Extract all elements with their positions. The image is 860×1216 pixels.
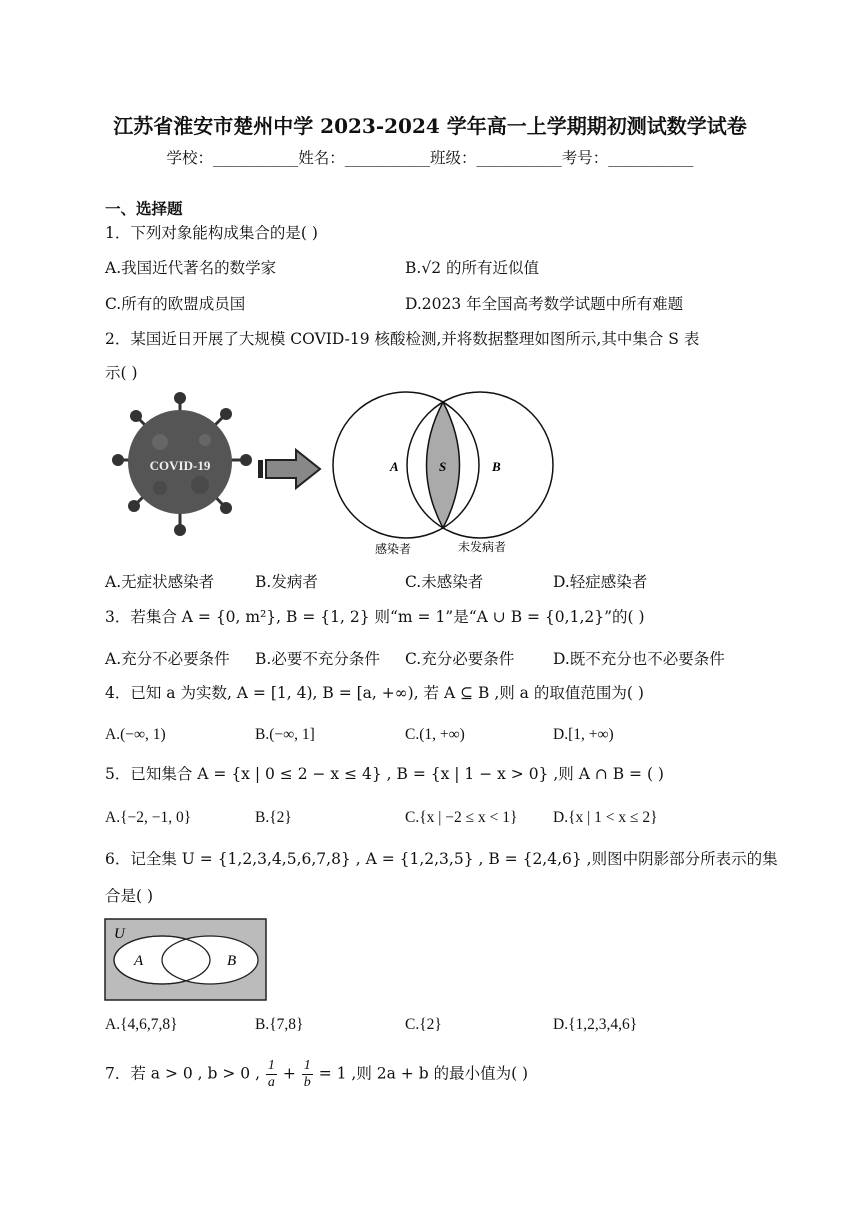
infected-label: 感染者 — [375, 542, 412, 556]
set-b-label: B — [492, 459, 501, 474]
question-1-stem: 1．下列对象能构成集合的是( ) — [105, 224, 318, 242]
q5-option-d: D.{x | 1 < x ≤ 2} — [553, 809, 658, 826]
arrow-icon — [258, 450, 320, 488]
set-s-label: S — [439, 459, 447, 474]
student-info-line: 学校：___________姓名：___________班级：___________考号：___________ — [166, 149, 694, 167]
venn-figure-q6 — [104, 918, 270, 1004]
q5-option-b: B.{2} — [255, 809, 292, 826]
q7-suffix: = 1 ,则 2a + b 的最小值为( ) — [318, 1064, 529, 1083]
q2-option-d: D.轻症感染者 — [553, 573, 648, 591]
q2-option-a: A.无症状感染者 — [105, 573, 215, 591]
q4-option-a: A.(−∞, 1) — [105, 726, 166, 743]
q7-fraction-2: $\frac{1}{b}$ — [303, 1058, 311, 1090]
section-heading: 一、选择题 — [105, 199, 183, 218]
q4-option-b: B.(−∞, 1] — [255, 726, 315, 743]
question-2-stem-line2: 示( ) — [105, 364, 138, 382]
set-b-label-q6: B — [227, 953, 237, 969]
q7-fraction-1: $\frac{1}{a}$ — [267, 1058, 275, 1090]
q1-option-b: B.√2 的所有近似值 — [405, 259, 539, 277]
q6-option-b: B.{7,8} — [255, 1016, 304, 1033]
q3-option-c: C.充分必要条件 — [405, 650, 515, 668]
q1-option-d: D.2023 年全国高考数学试题中所有难题 — [405, 295, 684, 313]
q1-option-c: C.所有的欧盟成员国 — [105, 295, 246, 313]
question-6-stem-line1: 6．记全集 U = {1,2,3,4,5,6,7,8} , A = {1,2,3,5} , B = {2,4,6} ,则图中阴影部分所表示的集 — [105, 850, 778, 868]
q1-option-a: A.我国近代著名的数学家 — [105, 259, 277, 277]
q5-option-a: A.{−2, −1, 0} — [105, 809, 192, 826]
q3-option-d: D.既不充分也不必要条件 — [553, 650, 725, 668]
q7-prefix: 7．若 a > 0 , b > 0 , — [105, 1064, 265, 1083]
q4-option-d: D.[1, +∞) — [553, 726, 614, 743]
exam-title: 江苏省淮安市楚州中学 2023-2024 学年高一上学期期初测试数学试卷 — [113, 114, 747, 138]
question-7-stem — [105, 1058, 528, 1091]
venn-diagram — [333, 392, 553, 556]
virus-label: COVID-19 — [149, 458, 211, 473]
q2-option-c: C.未感染者 — [405, 573, 484, 591]
q6-option-d: D.{1,2,3,4,6} — [553, 1016, 638, 1033]
covid-figure — [100, 390, 570, 565]
question-5-stem: 5．已知集合 A = {x | 0 ≤ 2 − x ≤ 4} , B = {x | 1 − x > 0} ,则 A ∩ B = ( ) — [105, 765, 664, 783]
q5-option-c: C.{x | −2 ≤ x < 1} — [405, 809, 518, 826]
q3-option-a: A.充分不必要条件 — [105, 650, 230, 668]
q7-plus: + — [282, 1064, 301, 1083]
q6-option-a: A.{4,6,7,8} — [105, 1016, 178, 1033]
set-a-label: A — [390, 459, 399, 474]
virus-image — [112, 392, 252, 536]
question-4-stem: 4．已知 a 为实数, A = [1, 4), B = [a, +∞), 若 A ⊆ B ,则 a 的取值范围为( ) — [105, 684, 644, 702]
question-6-stem-line2: 合是( ) — [105, 887, 154, 905]
q4-option-c: C.(1, +∞) — [405, 726, 465, 743]
set-a-label-q6: A — [134, 953, 144, 969]
q2-option-b: B.发病者 — [255, 573, 318, 591]
asymptomatic-label: 未发病者 — [458, 540, 507, 554]
question-3-stem: 3．若集合 A = {0, m²}, B = {1, 2} 则“m = 1”是“A ∪ B = {0,1,2}”的( ) — [105, 608, 645, 626]
universal-set-label: U — [114, 926, 125, 942]
q6-option-c: C.{2} — [405, 1016, 442, 1033]
question-2-stem-line1: 2．某国近日开展了大规模 COVID-19 核酸检测,并将数据整理如图所示,其中集合 S 表 — [105, 330, 700, 348]
q3-option-b: B.必要不充分条件 — [255, 650, 380, 668]
